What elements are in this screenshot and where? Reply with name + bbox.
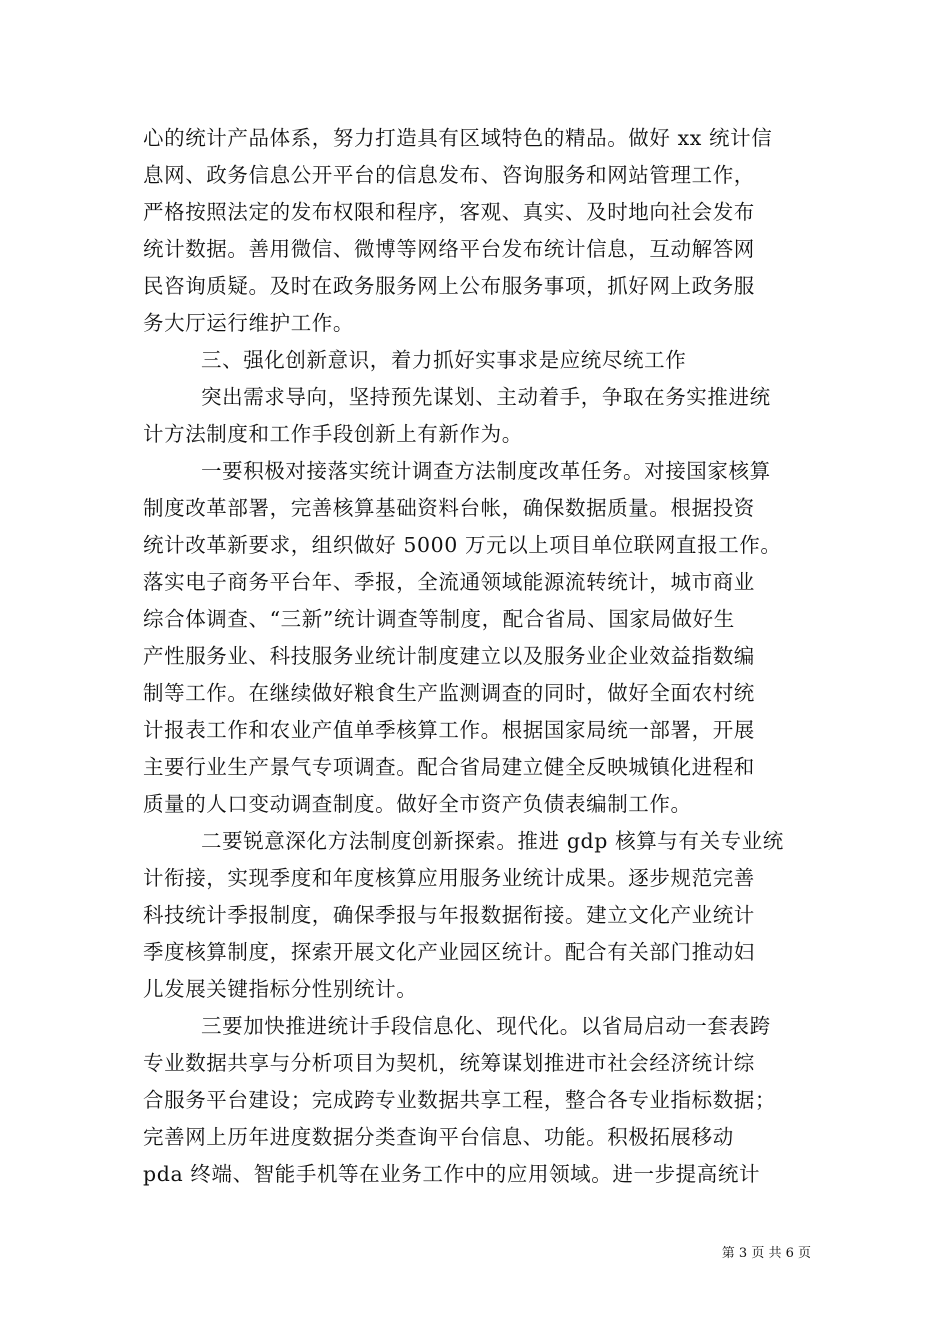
text-line: 统计改革新要求，组织做好 5000 万元以上项目单位联网直报工作。	[143, 533, 782, 557]
text-line: 二要锐意深化方法制度创新探索。推进 gdp 核算与有关专业统	[201, 829, 784, 853]
page-number: 第 3 页 共 6 页	[721, 1246, 811, 1261]
text-line: 计报表工作和农业产值单季核算工作。根据国家局统一部署，开展	[143, 718, 755, 742]
text-line: 质量的人口变动调查制度。做好全市资产负债表编制工作。	[143, 792, 692, 816]
text-line: 严格按照法定的发布权限和程序，客观、真实、及时地向社会发布	[143, 200, 755, 224]
text-line: 合服务平台建设；完成跨专业数据共享工程，整合各专业指标数据；	[143, 1088, 776, 1112]
text-line: 民咨询质疑。及时在政务服务网上公布服务事项，抓好网上政务服	[143, 274, 755, 298]
text-line: 统计数据。善用微信、微博等网络平台发布统计信息，互动解答网	[143, 237, 755, 261]
text-line: 心的统计产品体系，努力打造具有区域特色的精品。做好 xx 统计信	[143, 126, 773, 150]
text-line: 计方法制度和工作手段创新上有新作为。	[143, 422, 523, 446]
text-line: 科技统计季报制度，确保季报与年报数据衔接。建立文化产业统计	[143, 903, 755, 927]
text-line: 落实电子商务平台年、季报，全流通领域能源流转统计，城市商业	[143, 570, 755, 594]
text-line: 主要行业生产景气专项调查。配合省局建立健全反映城镇化进程和	[143, 755, 755, 779]
text-line: 专业数据共享与分析项目为契机，统筹谋划推进市社会经济统计综	[143, 1051, 755, 1075]
text-line: pda 终端、智能手机等在业务工作中的应用领域。进一步提高统计	[143, 1162, 761, 1186]
text-line: 三要加快推进统计手段信息化、现代化。以省局启动一套表跨	[201, 1014, 771, 1038]
section-heading: 三、强化创新意识，着力抓好实事求是应统尽统工作	[201, 348, 687, 372]
text-line: 季度核算制度，探索开展文化产业园区统计。配合有关部门推动妇	[143, 940, 755, 964]
text-line: 息网、政务信息公开平台的信息发布、咨询服务和网站管理工作，	[143, 163, 755, 187]
text-line: 一要积极对接落实统计调查方法制度改革任务。对接国家核算	[201, 459, 771, 483]
text-line: 制等工作。在继续做好粮食生产监测调查的同时，做好全面农村统	[143, 681, 755, 705]
text-line: 计衔接，实现季度和年度核算应用服务业统计成果。逐步规范完善	[143, 866, 755, 890]
text-line: 突出需求导向，坚持预先谋划、主动着手，争取在务实推进统	[201, 385, 771, 409]
text-line: 制度改革部署，完善核算基础资料台帐，确保数据质量。根据投资	[143, 496, 755, 520]
text-line: 综合体调查、“三新”统计调查等制度，配合省局、国家局做好生	[143, 607, 735, 631]
text-line: 产性服务业、科技服务业统计制度建立以及服务业企业效益指数编	[143, 644, 755, 668]
text-line: 务大厅运行维护工作。	[143, 311, 354, 335]
text-line: 完善网上历年进度数据分类查询平台信息、功能。积极拓展移动	[143, 1125, 734, 1149]
text-line: 儿发展关键指标分性别统计。	[143, 977, 418, 1001]
